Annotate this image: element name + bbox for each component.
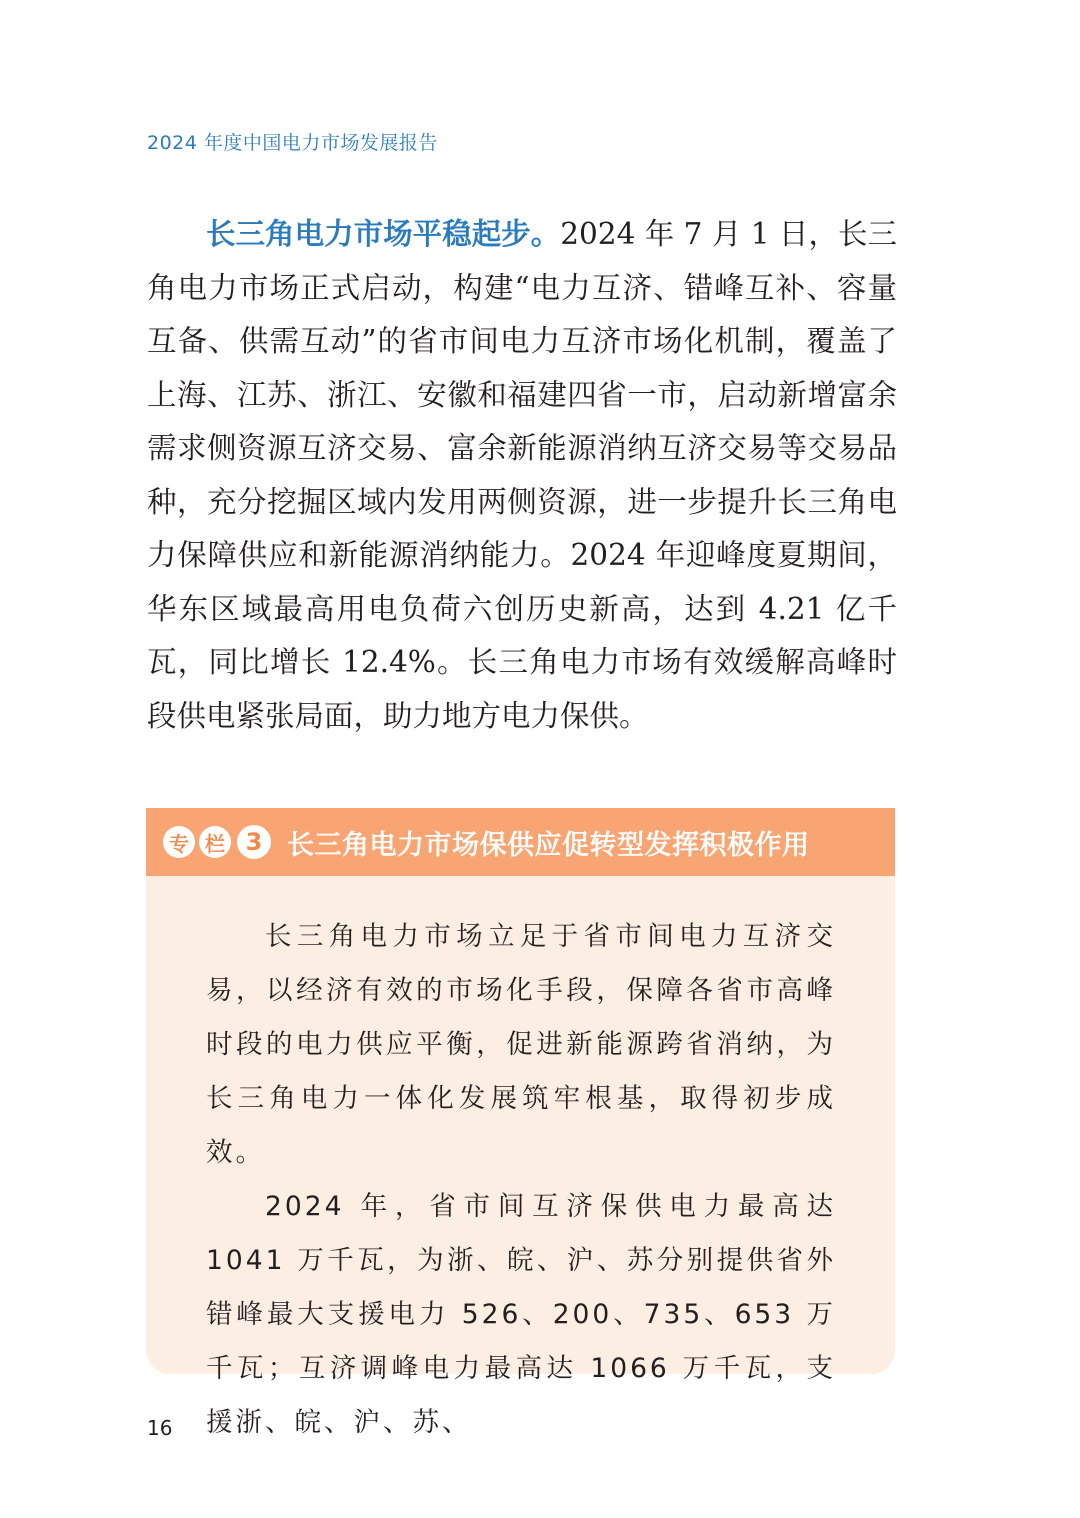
badge-number: 3 bbox=[237, 825, 271, 859]
badge-char-1: 专 bbox=[163, 826, 195, 858]
paragraph-body: 2024 年 7 月 1 日，长三角电力市场正式启动，构建“电力互济、错峰互补、容量互备、供需互动”的省市间电力互济市场化机制，覆盖了上海、江苏、浙江、安徽和福建四省一市，启动新增富余需求侧资源互济交易、富余新能源消纳互济交易等交易品种，充分挖掘区域内发用两侧资源，进一步提升长三角电力保障供应和新能源消纳能力。2024 年迎峰度夏期间，华东区域最高用电负荷六创历史新高，达到 4.21 亿千瓦，同比增长 12.4%。长三角电力市场有效缓解高峰时段供电紧张局面，助力地方电力保供。 bbox=[147, 217, 897, 733]
running-title: 2024 年度中国电力市场发展报告 bbox=[147, 132, 438, 154]
paragraph-lead: 长三角电力市场平稳起步。 bbox=[206, 217, 561, 251]
column-badge bbox=[163, 825, 271, 859]
column-paragraph-2: 2024 年，省市间互济保供电力最高达 1041 万千瓦，为浙、皖、沪、苏分别提供省外错峰最大支援电力 526、200、735、653 万千瓦；互济调峰电力最高达 1066 万千瓦，支援浙、皖、沪、苏、 bbox=[206, 1191, 836, 1438]
column-body bbox=[206, 910, 836, 1450]
column-title: 长三角电力市场保供应促转型发挥积极作用 bbox=[287, 829, 810, 861]
main-paragraph bbox=[147, 208, 897, 743]
column-paragraph-1: 长三角电力市场立足于省市间电力互济交易，以经济有效的市场化手段，保障各省市高峰时段的电力供应平衡，促进新能源跨省消纳，为长三角电力一体化发展筑牢根基，取得初步成效。 bbox=[206, 921, 836, 1168]
page-number: 16 bbox=[147, 1416, 173, 1440]
column-box-header bbox=[146, 808, 895, 876]
badge-char-2: 栏 bbox=[199, 826, 231, 858]
